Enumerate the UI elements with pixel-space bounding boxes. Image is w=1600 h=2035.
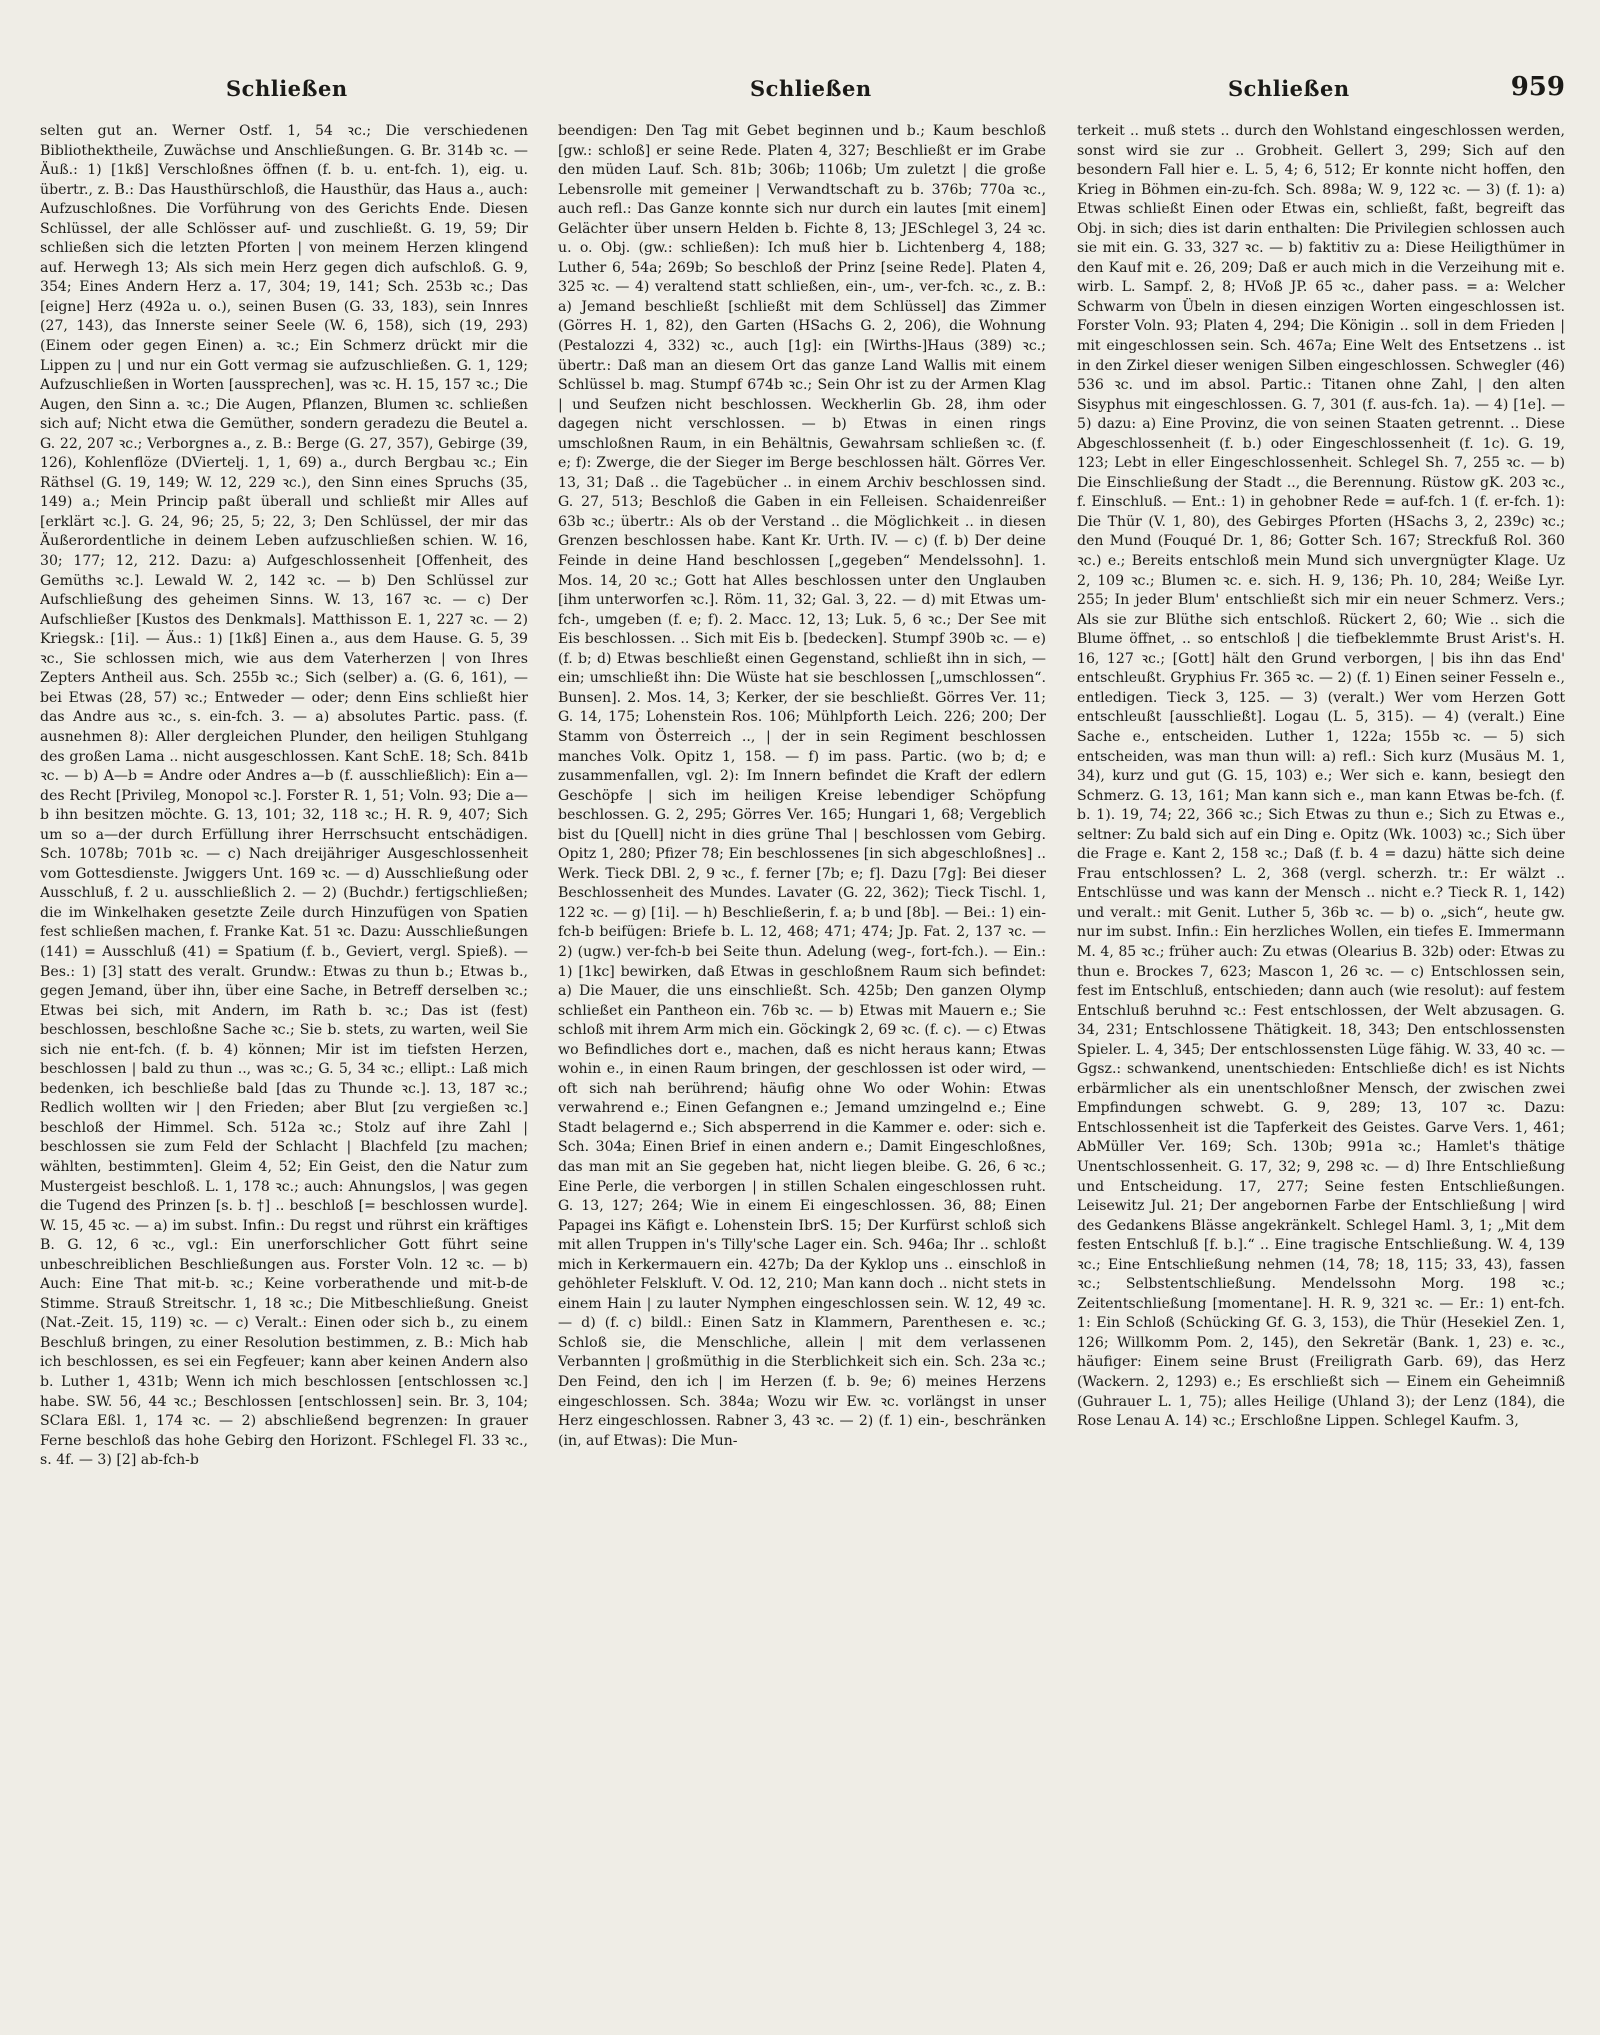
- page-header: [40, 72, 1565, 108]
- column-text: beendigen: Den Tag mit Gebet beginnen und b.; Kaum beschloß [gw.: schloß] er seine Rede. Platen 4, 327; Beschließt er im Grabe den müden Lauf. Sch. 81b; 306b; 1106b; Um zuletzt | die große Lebensrolle mit gemeiner | Verwandtschaft zu b. 376b; 770a ꝛc., auch refl.: Das Ganze konnte sich nur durch ein lautes [mit einem] Gelächter über unsern Helden b. Fichte 8, 13; JESchlegel 3, 24 ꝛc. u. o. Obj. (gw.: schließen): Ich muß hier b. Lichtenberg 4, 188; Luther 6, 54a; 269b; So beschloß der Prinz [seine Rede]. Platen 4, 325 ꝛc. — 4) veraltend statt schließen, ein-, um-, ver-fch. ꝛc., z. B.: a) Jemand beschließt [schließt mit dem Schlüssel] das Zimmer (Görres H. 1, 82), den Garten (HSachs G. 2, 206), die Wohnung (Pestalozzi 4, 332) ꝛc., auch [1g]: ein [Wirths-]Haus (389) ꝛc.; übertr.: Daß man an diesem Ort das ganze Land Wallis mit einem Schlüssel b. mag. Stumpf 674b ꝛc.; Sein Ohr ist zu der Armen Klag | und Seufzen nicht beschlossen. Weckherlin Gb. 28, ihm oder dagegen nicht verschlossen. — b) Etwas in einen rings umschloßnen Raum, in ein Behältnis, Gewahrsam schließen ꝛc. (f. e; f): Zwerge, die der Sieger im Berge beschlossen hält. Görres Ver. 13, 31; Daß .. die Tagebücher .. in einem Archiv beschlossen sind. G. 27, 513; Beschloß die Gaben in ein Felleisen. Schaidenreißer 63b ꝛc.; übertr.: Als ob der Verstand .. die Möglichkeit .. in diesen Grenzen beschlossen habe. Kant Kr. Urth. IV. — c) (f. b) Der deine Feinde in deine Hand beschlossen [„gegeben“ Mendelssohn]. 1. Mos. 14, 20 ꝛc.; Gott hat Alles beschlossen unter den Unglauben [ihm unterworfen ꝛc.]. Röm. 11, 32; Gal. 3, 22. — d) mit Etwas um-fch-, umgeben (f. e; f). 2. Macc. 12, 13; Luk. 5, 6 ꝛc.; Der See mit Eis beschlossen. .. Sich mit Eis b. [bedecken]. Stumpf 390b ꝛc. — e) (f. b; d) Etwas beschließt einen Gegenstand, schließt ihn in sich, — ein; umschließt ihn: Die Wüste hat sie beschlossen [„umschlossen“. Bunsen]. 2. Mos. 14, 3; Kerker, der sie beschließt. Görres Ver. 11; G. 14, 175; Lohenstein Ros. 106; Mühlpforth Leich. 226; 200; Der Stamm von Österreich .., | der in sein Regiment beschlossen manches Volk. Opitz 1, 158. — f) im pass. Partic. (wo b; d; e zusammenfallen, vgl. 2): Im Innern befindet die Kraft der edlern Geschöpfe | sich im heiligen Kreise lebendiger Schöpfung beschlossen. G. 2, 295; Görres Ver. 165; Hungari 1, 68; Vergeblich bist du [Quell] nicht in dies grüne Thal | beschlossen vom Gebirg. Opitz 1, 280; Pfizer 78; Ein beschlossenes [in sich abgeschloßnes] .. Werk. Tieck DBl. 2, 9 ꝛc., f. ferner [7b; e; f]. Dazu [7g]: Bei dieser Beschlossenheit des Mundes. Lavater (G. 22, 362); Tieck Tischl. 1, 122 ꝛc. — g) [1i]. — h) Beschließerin, f. a; b und [8b]. — Bei.: 1) ein-fch-b beifügen: Briefe b. L. 12, 468; 471; 474; Jp. Fat. 2, 137 ꝛc. — 2) (ugw.) ver-fch-b bei Seite thun. Adelung (weg-, fort-fch.). — Ein.: 1) [1kc] bewirken, daß Etwas in geschloßnem Raum sich befindet: a) Die Mauer, die uns einschließt. Sch. 425b; Den ganzen Olymp schließet ein Pantheon ein. 76b ꝛc. — b) Etwas mit Mauern e.; Sie schloß mit ihrem Arm mich ein. Göckingk 2, 69 ꝛc. (f. c). — c) Etwas wo Befindliches dort e., machen, daß es nicht heraus kann; Etwas wohin e., in einen Raum bringen, der geschlossen ist oder wird, — oft sich nah berührend; häufig ohne Wo oder Wohin: Etwas verwahrend e.; Einen Gefangnen e.; Jemand umzingelnd e.; Eine Stadt belagernd e.; Sich absperrend in die Kammer e. oder: sich e. Sch. 304a; Einen Brief in einen andern e.; Damit Eingeschloßnes, das man mit an Sie gegeben hat, nicht liegen bleibe. G. 26, 6 ꝛc.; Eine Perle, die verborgen | in stillen Schalen eingeschlossen ruht. G. 13, 127; 264; Wie in einem Ei eingeschlossen. 36, 88; Einen Papagei ins Käfigt e. Lohenstein IbrS. 15; Der Kurfürst schloß sich mit allen Truppen in's Tilly'sche Lager ein. Sch. 946a; Ihr .. schloßt mich in Kerkermauern ein. 427b; Da der Kyklop uns .. einschloß in gehöhleter Felskluft. V. Od. 12, 210; Man kann doch .. nicht stets in einem Hain | zu lauter Nymphen eingeschlossen sein. W. 12, 49 ꝛc. — d) (f. c) bildl.: Einen Satz in Klammern, Parenthesen e. ꝛc.; Schloß sie, die Menschliche, allein | mit dem verlassenen Verbannten | großmüthig in die Sterblichkeit sich ein. Sch. 23a ꝛc.; Den Feind, den ich | im Herzen (f. b. 9e; 6) meines Herzens eingeschlossen. Sch. 384a; Wozu wir Ew. ꝛc. vorlängst in unser Herz eingeschlossen. Rabner 3, 43 ꝛc. — 2) (f. 1) ein-, beschränken (in, auf Etwas): Die Mun-: [558, 123, 1046, 1449]
- running-headword-right: Schließen: [1228, 76, 1350, 101]
- text-column-1: [40, 122, 528, 2027]
- text-column-2: [558, 122, 1046, 2027]
- text-column-3: [1077, 122, 1565, 2027]
- column-text: selten gut an. Werner Ostf. 1, 54 ꝛc.; Die verschiedenen Bibliothektheile, Zuwächse und Anschließungen. G. Br. 314b ꝛc. — Äuß.: 1) [1kß] Verschloßnes öffnen (f. b. u. ent-fch. 1), eig. u. übertr., z. B.: Das Hausthürschloß, die Hausthür, das Haus a., auch: Aufzuschloßnes. Die Vorführung von des Gerichts Ende. Diesen Schlüssel, der alle Schlösser auf- und zuschließt. G. 19, 59; Dir schließen sich die letzten Pforten | von meinem Herzen klingend auf. Herwegh 13; Als sich mein Herz gegen dich aufschloß. G. 9, 354; Eines Andern Herz a. 17, 304; 19, 141; Sch. 253b ꝛc.; Das [eigne] Herz (492a u. o.), seinen Busen (G. 33, 183), sein Innres (27, 143), das Innerste seiner Seele (W. 6, 158), sich (19, 293) (Einem oder gegen Einen) a. ꝛc.; Ein Schmerz drückt mir die Lippen zu | und nur ein Gott vermag sie aufzuschließen. G. 1, 129; Aufzuschließen in Worten [aussprechen], was ꝛc. H. 15, 157 ꝛc.; Die Augen, den Sinn a. ꝛc.; Die Augen, Pflanzen, Blumen ꝛc. schließen sich auf; Nicht etwa die Gemüther, sondern geradezu die Beutel a. G. 22, 207 ꝛc.; Verborgnes a., z. B.: Berge (G. 27, 357), Gebirge (39, 126), Kohlenflöze (DViertelj. 1, 1, 69) a., durch Bergbau ꝛc.; Ein Räthsel (G. 19, 149; W. 12, 229 ꝛc.), den Sinn eines Spruchs (35, 149) a.; Mein Princip paßt überall und schließt mir Alles auf [erklärt ꝛc.]. G. 24, 96; 25, 5; 22, 3; Den Schlüssel, der mir das Äußerordentliche in deinem Leben aufzuschließen schien. W. 16, 30; 177; 12, 212. Dazu: a) Aufgeschlossenheit [Offenheit, des Gemüths ꝛc.]. Lewald W. 2, 142 ꝛc. — b) Den Schlüssel zur Aufschließung des geheimen Sinns. W. 13, 167 ꝛc. — c) Der Aufschließer [Kustos des Denkmals]. Matthisson E. 1, 227 ꝛc. — 2) Kriegsk.: [1i]. — Äus.: 1) [1kß] Einen a., aus dem Hause. G. 5, 39 ꝛc., Sie schlossen mich, wie aus dem Vaterherzen | von Ihres Zepters Antheil aus. Sch. 255b ꝛc.; Sich (selber) a. (G. 6, 161), — bei Etwas (28, 57) ꝛc.; Entweder — oder; denn Eins schließt hier das Andre aus ꝛc., s. ein-fch. 3. — a) absolutes Partic. pass. (f. ausnehmen 8): Aller dergleichen Plunder, den heiligen Stuhlgang des großen Lama .. nicht ausgeschlossen. Kant SchE. 18; Sch. 841b ꝛc. — b) A—b = Andre oder Andres a—b (f. ausschließlich): Ein a—des Recht [Privileg, Monopol ꝛc.]. Forster R. 1, 51; Voln. 93; Die a—b ihn besitzen möchte. G. 13, 101; 32, 118 ꝛc.; H. R. 9, 407; Sich um so a—der durch Erfüllung ihrer Herrschsucht entschädigen. Sch. 1078b; 701b ꝛc. — c) Nach dreijähriger Ausgeschlossenheit vom Gottesdienste. Jwiggers Unt. 169 ꝛc. — d) Ausschließung oder Ausschluß, f. 2 u. ausschließlich 2. — 2) (Buchdr.) fertigschließen; die im Winkelhaken gesetzte Zeile durch Hinzufügen von Spatien fest schließen machen, f. Franke Kat. 51 ꝛc. Dazu: Ausschließungen (141) = Ausschluß (41) = Spatium (f. b., Geviert, vergl. Spieß). — Bes.: 1) [3] statt des veralt. Grundw.: Etwas zu thun b.; Etwas b., gegen Jemand, über ihn, über eine Sache, in Betreff derselben ꝛc.; Etwas bei sich, mit Andern, im Rath b. ꝛc.; Das ist (fest) beschlossen, beschloßne Sache ꝛc.; Sie b. stets, zu warten, weil Sie sich nie ent-fch. (f. b. 4) können; Mir ist im tiefsten Herzen, beschlossen | bald zu thun .., was ꝛc.; G. 5, 34 ꝛc.; ellipt.: Laß mich bedenken, ich beschließe bald [das zu Thunde ꝛc.]. 13, 187 ꝛc.; Redlich wollten wir | den Frieden; aber Blut [zu vergießen ꝛc.] beschloß der Himmel. Sch. 512a ꝛc.; Stolz auf ihre Zahl | beschlossen sie zum Feld der Schlacht | Blachfeld [zu machen; wählten, bestimmten]. Gleim 4, 52; Ein Geist, den die Natur zum Mustergeist beschloß. L. 1, 178 ꝛc.; auch: Ahnungslos, | was gegen die Tugend des Prinzen [s. b. †] .. beschloß [= beschlossen wurde]. W. 15, 45 ꝛc. — a) im subst. Infin.: Du regst und rührst ein kräftiges B. G. 12, 6 ꝛc., vgl.: Ein unerforschlicher Gott führt seine unbeschreiblichen Beschließungen aus. Forster Voln. 12 ꝛc. — b) Auch: Eine That mit-b. ꝛc.; Keine vorberathende und mit-b-de Stimme. Strauß Streitschr. 1, 18 ꝛc.; Die Mitbeschließung. Gneist (Nat.-Zeit. 15, 119) ꝛc. — c) Veralt.: Einen oder sich b., zu einem Beschluß bringen, zu einer Resolution bestimmen, z. B.: Mich hab ich beschlossen, es sei ein Fegfeuer; kann aber keinen Andern also b. Luther 1, 431b; Wenn ich mich beschlossen [entschlossen ꝛc.] habe. SW. 56, 44 ꝛc.; Beschlossen [entschlossen] sein. Br. 3, 104; SClara Eßl. 1, 174 ꝛc. — 2) abschließend begrenzen: In grauer Ferne beschloß das hohe Gebirg den Horizont. FSchlegel Fl. 33 ꝛc., s. 4f. — 3) [2] ab-fch-b: [40, 123, 528, 1469]
- running-headword-center: Schließen: [750, 76, 872, 101]
- column-text: terkeit .. muß stets .. durch den Wohlstand eingeschlossen werden, sonst wird sie zur .. Grobheit. Gellert 3, 299; Sich auf den besondern Fall hier e. L. 5, 4; 6, 512; Er konnte nicht hoffen, den Krieg in Böhmen ein-zu-fch. Sch. 898a; W. 9, 122 ꝛc. — 3) (f. 1): a) Etwas schließt Einen oder Etwas ein, schließt, faßt, begreift das Obj. in sich; dies ist darin enthalten: Die Privilegien schlossen auch sie mit ein. G. 33, 327 ꝛc. — b) faktitiv zu a: Diese Heiligthümer in den Kauf mit e. 26, 209; Daß er auch mich in die Verzeihung mit e. wirb. L. Sampf. 2, 8; HVoß JP. 65 ꝛc., daher pass. = a: Welcher Schwarm von Übeln in diesen einzigen Worten eingeschlossen ist. Forster Voln. 93; Platen 4, 294; Die Königin .. soll in dem Frieden | mit eingeschlossen sein. Sch. 467a; Eine Welt des Entsetzens .. ist in den Zirkel dieser wenigen Silben eingeschlossen. Schwegler (46) 536 ꝛc. und im absol. Partic.: Titanen ohne Zahl, | den alten Sisyphus mit eingeschlossen. G. 7, 301 (f. aus-fch. 1a). — 4) [1e]. — 5) dazu: a) Eine Provinz, die von seinen Staaten getrennt. .. Diese Abgeschlossenheit (f. b.) oder Eingeschlossenheit (f. 1c). G. 19, 123; Lebt in eller Eingeschlossenheit. Schlegel Sh. 7, 255 ꝛc. — b) Die Einschließung der Stadt .., die Berennung. Rüstow gK. 203 ꝛc., f. Einschluß. — Ent.: 1) in gehobner Rede = auf-fch. 1 (f. er-fch. 1): Die Thür (V. 1, 80), des Gebirges Pforten (HSachs 3, 2, 239c) ꝛc.; den Mund (Fouqué Dr. 1, 86; Gotter Sch. 167; Streckfuß Rol. 360 ꝛc.) e.; Bereits entschloß mein Mund sich unvergnügter Klage. Uz 2, 109 ꝛc.; Blumen ꝛc. e. sich. H. 9, 136; Ph. 10, 284; Weiße Lyr. 255; In jeder Blum' entschließt sich mir ein neuer Schmerz. Vers.; Als sie zur Blüthe sich entschloß. Rückert 2, 60; Wie .. sich die Blume öffnet, .. so entschloß | die tiefbeklemmte Brust Arist's. H. 16, 127 ꝛc.; [Gott] hält den Grund verborgen, | bis ihn das End' entschleußt. Gryphius Fr. 365 ꝛc. — 2) (f. 1) Einen seiner Fesseln e., entledigen. Tieck 3, 125. — 3) (veralt.) Wer vom Herzen Gott entschleußt [ausschließt]. Logau (L. 5, 315). — 4) (veralt.) Eine Sache e., entscheiden. Luther 1, 122a; 155b ꝛc. — 5) sich entscheiden, was man thun will: a) refl.: Sich kurz (Musäus M. 1, 34), kurz und gut (G. 15, 103) e.; Wer sich e. kann, besiegt den Schmerz. G. 13, 161; Man kann sich e., man kann Etwas be-fch. (f. b. 1). 19, 74; 22, 366 ꝛc.; Sich Etwas zu thun e.; Sich zu Etwas e., seltner: Zu bald sich auf ein Ding e. Opitz (Wk. 1003) ꝛc.; Sich über die Frage e. Kant 2, 158 ꝛc.; Daß (f. b. 4 = dazu) hätte sich deine Frau entschlossen? L. 2, 368 (vergl. scherzh. tr.: Er wälzt .. Entschlüsse und was kann der Mensch .. nicht e.? Tieck R. 1, 142) und veralt.: mit Genit. Luther 5, 36b ꝛc. — b) o. „sich“, heute gw. nur im subst. Infin.: Ein herzliches Wollen, ein tiefes E. Immermann M. 4, 85 ꝛc.; früher auch: Zu etwas (Olearius B. 32b) oder: Etwas zu thun e. Brockes 7, 623; Mascon 1, 26 ꝛc. — c) Entschlossen sein, fest im Entschluß, entschieden; dann auch (wie resolut): auf festem Entschluß beruhnd ꝛc.: Fest entschlossen, der Welt abzusagen. G. 34, 231; Entschlossene Thätigkeit. 18, 343; Den entschlossensten Spieler. L. 4, 345; Der entschlossensten Lüge fähig. W. 33, 40 ꝛc. — Ggsz.: schwankend, unentschieden: Entschließe dich! es ist Nichts erbärmlicher als ein unentschloßner Mensch, der zwischen zwei Empfindungen schwebt. G. 9, 289; 13, 107 ꝛc. Dazu: Entschlossenheit ist die Tapferkeit des Geistes. Garve Vers. 1, 461; AbMüller Ver. 169; Sch. 130b; 991a ꝛc.; Hamlet's thätige Unentschlossenheit. G. 17, 32; 9, 298 ꝛc. — d) Ihre Entschließung und Entscheidung. 17, 277; Seine festen Entschließungen. Leisewitz Jul. 21; Der angebornen Farbe der Entschließung | wird des Gedankens Blässe angekränkelt. Schlegel Haml. 3, 1; „Mit dem festen Entschluß [f. b.].“ .. Eine tragische Entschließung. W. 4, 139 ꝛc.; Eine Entschließung nehmen (14, 78; 18, 115; 33, 43), fassen ꝛc.; Selbstentschließung. Mendelssohn Morg. 198 ꝛc.; Zeitentschließung [momentane]. H. R. 9, 321 ꝛc. — Er.: 1) ent-fch. 1: Ein Schloß (Schücking Gf. G. 3, 153), die Thür (Hesekiel Zen. 1, 126; Willkomm Pom. 2, 145), den Sekretär (Bank. 1, 23) e. ꝛc., häufiger: Einem seine Brust (Freiligrath Garb. 69), das Herz (Wackern. 2, 1293) e.; Es erschließt sich — Einem ein Geheimniß (Guhrauer L. 1, 75); alles Heilige (Uhland 3); der Lenz (184), die Rose Lenau A. 14) ꝛc.; Erschloßne Lippen. Schlegel Kaufm. 3,: [1077, 123, 1565, 1430]
- page-number: 959: [1510, 72, 1565, 102]
- text-columns: [40, 122, 1565, 2027]
- running-headword-left: Schließen: [226, 76, 348, 101]
